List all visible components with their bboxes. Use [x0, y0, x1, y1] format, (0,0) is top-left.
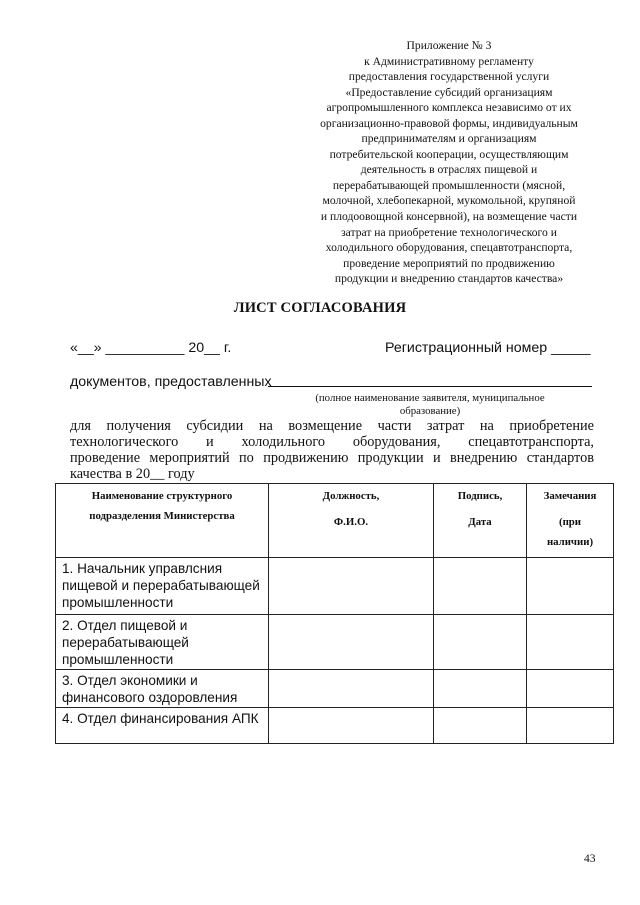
- table-row: [56, 558, 614, 615]
- appendix-line: проведение мероприятий по продвижению: [343, 256, 555, 270]
- purpose-line: проведение мероприятий по продвижению продукции и внедрению стандартов: [70, 450, 594, 466]
- year-blank[interactable]: __: [204, 340, 220, 356]
- remarks-cell[interactable]: [527, 670, 614, 708]
- header-position: [269, 484, 434, 558]
- remarks-cell[interactable]: [527, 558, 614, 615]
- position-cell[interactable]: [269, 615, 434, 670]
- page-title: ЛИСТ СОГЛАСОВАНИЯ: [233, 300, 407, 316]
- position-cell[interactable]: [269, 708, 434, 744]
- department-cell: 3. Отдел экономики и финансового оздоровления: [56, 670, 269, 708]
- department-cell: 1. Начальник управлсния пищевой и перерабатывающей промышленности: [56, 558, 269, 615]
- appendix-line: перерабатывающей промышленности (мясной,: [332, 178, 566, 192]
- registration-label: Регистрационный номер: [385, 340, 548, 356]
- table-row: [56, 708, 614, 744]
- appendix-line: и плодоовощной консервной), на возмещение части: [320, 210, 578, 224]
- header-text: подразделения Министерства: [89, 510, 235, 522]
- appendix-line: потребительской кооперации, осуществляющим: [329, 147, 569, 161]
- signature-cell[interactable]: [434, 558, 527, 615]
- position-cell[interactable]: [269, 670, 434, 708]
- table-row: [56, 615, 614, 670]
- signature-cell[interactable]: [434, 708, 527, 744]
- appendix-header: [292, 38, 606, 287]
- header-text: Должность,: [322, 490, 380, 502]
- day-blank[interactable]: __: [77, 340, 94, 356]
- year-suffix: г.: [223, 340, 232, 356]
- approval-table: [55, 483, 614, 744]
- header-text: Подпись,: [457, 490, 503, 502]
- note-line: (полное наименование заявителя, муниципальное: [315, 392, 545, 404]
- table-row: [56, 670, 614, 708]
- header-text: Дата: [468, 516, 492, 528]
- appendix-line: организационно-правовой формы, индивидуальным: [320, 116, 578, 130]
- applicant-note: [300, 392, 560, 418]
- remarks-cell[interactable]: [527, 708, 614, 744]
- appendix-line: затрат на приобретение технологического и: [341, 225, 557, 239]
- remarks-cell[interactable]: [527, 615, 614, 670]
- purpose-line: для получения субсидии на возмещение части затрат на приобретение: [70, 418, 594, 434]
- appendix-line: к Административному регламенту: [364, 54, 534, 68]
- header-remarks: [527, 484, 614, 558]
- appendix-line: предоставления государственной услуги: [348, 70, 550, 84]
- purpose-last-line: качества в 20__ году: [70, 466, 195, 482]
- signature-cell[interactable]: [434, 615, 527, 670]
- header-text: (при: [558, 516, 582, 528]
- signature-cell[interactable]: [434, 670, 527, 708]
- appendix-line: деятельность в отраслях пищевой и: [360, 163, 538, 177]
- header-text: Ф.И.О.: [333, 516, 369, 528]
- department-cell: 4. Отдел финансирования АПК: [56, 708, 269, 744]
- department-cell: 2. Отдел пищевой и перерабатывающей промышленности: [56, 615, 269, 670]
- purpose-line: технологического и холодильного оборудования, спецавтотранспорта,: [70, 434, 594, 450]
- table-header-row: [56, 484, 614, 558]
- appendix-line: Приложение № 3: [406, 39, 492, 52]
- header-signature: [434, 484, 527, 558]
- registration-blank[interactable]: _____: [551, 340, 591, 356]
- applicant-name-blank[interactable]: [268, 386, 592, 387]
- documents-label: документов, предоставленных: [70, 374, 272, 390]
- date-field: [70, 340, 231, 356]
- appendix-line: холодильного оборудования, спецавтотранспорта,: [325, 241, 573, 255]
- header-text: наличии): [546, 536, 594, 548]
- appendix-line: продукции и внедрению стандартов качества»: [334, 272, 564, 286]
- year-prefix: 20: [188, 340, 205, 356]
- appendix-line: «Предоставление субсидий организациям: [345, 85, 553, 99]
- close-quote: »: [93, 340, 102, 356]
- appendix-line: предпринимателям и организациям: [361, 132, 537, 146]
- header-text: Наименование структурного: [91, 490, 233, 502]
- month-blank[interactable]: __________: [105, 340, 185, 356]
- header-department: [56, 484, 269, 558]
- position-cell[interactable]: [269, 558, 434, 615]
- note-line: образование): [399, 405, 461, 417]
- appendix-line: агропромышленного комплекса независимо от их: [326, 101, 572, 115]
- appendix-line: молочной, хлебопекарной, мукомольной, крупяной: [322, 194, 576, 208]
- page-number: 43: [584, 853, 596, 865]
- open-quote: «: [70, 340, 78, 356]
- header-text: Замечания: [543, 490, 597, 502]
- registration-number-field: [385, 340, 591, 356]
